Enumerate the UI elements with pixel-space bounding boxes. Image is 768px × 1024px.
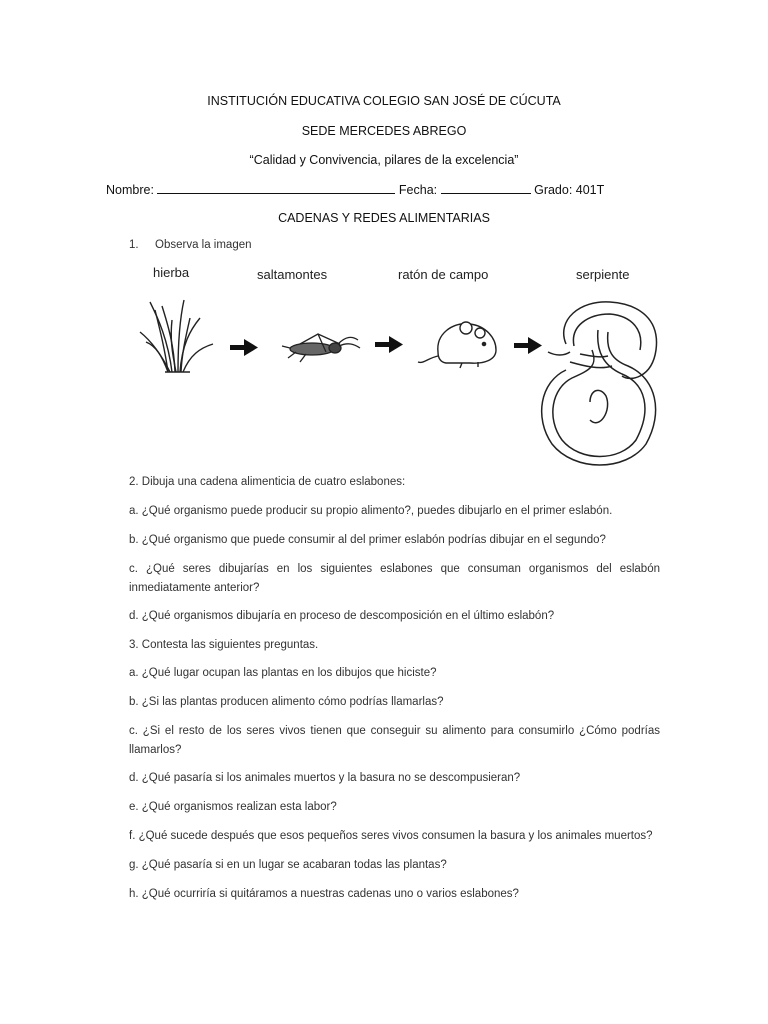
mouse-icon <box>418 322 496 368</box>
question-3f: f. ¿Qué sucede después que esos pequeños seres vivos consumen la basura y los animales muertos? <box>129 830 653 842</box>
worksheet-title: CADENAS Y REDES ALIMENTARIAS <box>278 211 490 225</box>
question-2a: a. ¿Qué organismo puede producir su propio alimento?, puedes dibujarlo en el primer eslabón. <box>129 505 613 517</box>
site-name: SEDE MERCEDES ABREGO <box>301 124 467 138</box>
food-chain-diagram <box>0 0 768 480</box>
grass-icon <box>140 300 213 372</box>
institution-title: INSTITUCIÓN EDUCATIVA COLEGIO SAN JOSÉ DE CÚCUTA <box>207 94 561 108</box>
question-3h: h. ¿Qué ocurriría si quitáramos a nuestras cadenas uno o varios eslabones? <box>129 888 519 900</box>
arrow-2-icon <box>375 336 403 353</box>
grade-label: Grado: 401T <box>534 183 605 197</box>
question-3g: g. ¿Qué pasaría si en un lugar se acabaran todas las plantas? <box>129 859 447 871</box>
question-2d: d. ¿Qué organismos dibujaría en proceso de descomposición en el último eslabón? <box>129 610 555 622</box>
grasshopper-icon <box>282 334 360 362</box>
question-2b: b. ¿Qué organismo que puede consumir al del primer eslabón podrías dibujar en el segundo? <box>129 534 606 546</box>
name-label: Nombre: <box>106 183 154 197</box>
chain-label-4: serpiente <box>576 267 630 282</box>
motto: “Calidad y Convivencia, pilares de la excelencia” <box>249 153 519 167</box>
snake-icon <box>542 302 657 465</box>
question-3a: a. ¿Qué lugar ocupan las plantas en los dibujos que hiciste? <box>129 667 437 679</box>
arrow-1-icon <box>230 339 258 356</box>
chain-label-2: saltamontes <box>257 267 328 282</box>
chain-label-3: ratón de campo <box>398 267 489 282</box>
date-label: Fecha: <box>398 183 438 197</box>
question-3b: b. ¿Si las plantas producen alimento cómo podrías llamarlas? <box>129 696 444 708</box>
question-3c: c. ¿Si el resto de los seres vivos tienen que conseguir su alimento para consumirlo ¿Cómo podrías llamarlos? <box>129 725 660 756</box>
question-1-number: 1. <box>129 239 139 251</box>
question-3-intro: 3. Contesta las siguientes preguntas. <box>129 639 319 651</box>
question-3d: d. ¿Qué pasaría si los animales muertos y la basura no se descompusieran? <box>129 772 521 784</box>
question-1-text: Observa la imagen <box>155 239 252 251</box>
question-2-intro: 2. Dibuja una cadena alimenticia de cuatro eslabones: <box>129 476 406 488</box>
question-2c: c. ¿Qué seres dibujarías en los siguientes eslabones que consuman organismos del eslabón inmediatamente anterior? <box>129 563 660 594</box>
chain-label-1: hierba <box>153 265 190 280</box>
question-3e: e. ¿Qué organismos realizan esta labor? <box>129 801 337 813</box>
arrow-3-icon <box>514 337 542 354</box>
